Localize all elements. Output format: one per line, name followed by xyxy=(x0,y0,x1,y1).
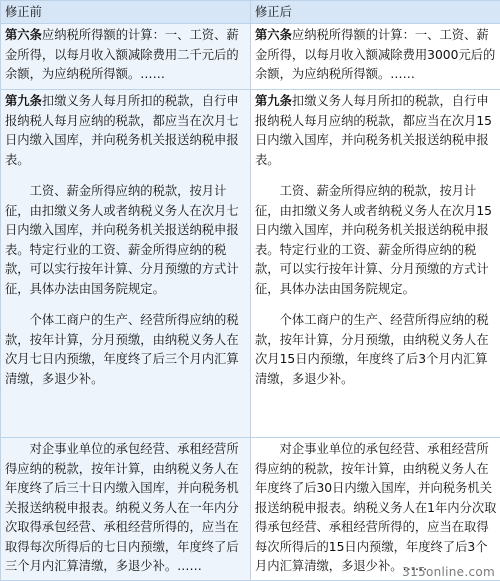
paragraph-text: 应纳税所得额的计算：一、工资、薪金所得，以每月收入额减除费用3000元后的余额，为应纳税所得额。…… xyxy=(255,28,496,81)
paragraph xyxy=(255,311,497,389)
cell-before xyxy=(1,438,251,581)
paragraph-text: 对企事业单位的承包经营、承租经营所得应纳的税款，按年计算，由纳税义务人在年度终了后30日内缴入国库，并向税务机关报送纳税申报表。纳税义务人在1年内分次取得承包经营、承租经营所得的，应当在取得每次所得后的15日内预缴，年度终了后3个月内汇算清缴，多退少补。…… xyxy=(255,442,497,573)
paragraph-text: 工资、薪金所得应纳的税款，按月计征，由扣缴义务人或者纳税义务人在次月15日内缴入国库，并向税务机关报送纳税申报表。特定行业的工资、薪金所得应纳的税款，可以实行按年计算、分月预缴的方式计征，具体办法由国务院规定。 xyxy=(255,184,492,296)
article-label: 第六条 xyxy=(5,28,42,42)
paragraph-text: 个体工商户的生产、经营所得应纳的税款，按年计算，分月预缴，由纳税义务人在次月七日内预缴，年度终了后三个月内汇算清缴，多退少补。 xyxy=(5,313,239,386)
paragraph xyxy=(255,440,497,577)
article-label: 第九条 xyxy=(255,94,292,108)
cell-after xyxy=(251,438,500,581)
cell-after xyxy=(251,24,500,90)
site-watermark: 315online.com xyxy=(402,565,495,579)
paragraph xyxy=(5,311,247,389)
paragraph-text: 扣缴义务人每月所扣的税款，自行申报纳税人每月应纳的税款，都应当在次月15日内缴入国库，并向税务机关报送纳税申报表。 xyxy=(255,94,492,167)
paragraph xyxy=(255,26,497,85)
cell-before xyxy=(1,90,251,438)
article-label: 第九条 xyxy=(5,94,42,108)
article-label: 第六条 xyxy=(255,28,292,42)
table-row xyxy=(1,438,500,581)
paragraph xyxy=(255,92,497,170)
paragraph-text: 工资、薪金所得应纳的税款，按月计征，由扣缴义务人或者纳税义务人在次月七日内缴入国库，并向税务机关报送纳税申报表。特定行业的工资、薪金所得应纳的税款，可以实行按年计算、分月预缴的方式计征，具体办法由国务院规定。 xyxy=(5,184,239,296)
paragraph-text: 应纳税所得额的计算：一、工资、薪金所得，以每月收入额减除费用二千元后的余额，为应纳税所得额。…… xyxy=(5,28,239,81)
paragraph xyxy=(5,92,247,170)
cell-after xyxy=(251,90,500,438)
header-after: 修正后 xyxy=(251,1,500,24)
paragraph xyxy=(5,26,247,85)
paragraph xyxy=(5,440,247,577)
cell-before xyxy=(1,24,251,90)
paragraph xyxy=(5,182,247,299)
paragraph-text: 对企事业单位的承包经营、承租经营所得应纳的税款，按年计算，由纳税义务人在年度终了后三十日内缴入国库，并向税务机关报送纳税申报表。纳税义务人在一年内分次取得承包经营、承租经营所得的，应当在取得每次所得后的七日内预缴，年度终了后三个月内汇算清缴，多退少补。…… xyxy=(5,442,239,573)
paragraph-text: 个体工商户的生产、经营所得应纳的税款，按年计算，分月预缴，由纳税义务人在次月15日内预缴，年度终了后3个月内汇算清缴，多退少补。 xyxy=(255,313,489,386)
header-before: 修正前 xyxy=(1,1,251,24)
paragraph xyxy=(255,182,497,299)
table-row xyxy=(1,24,500,90)
paragraph-text: 扣缴义务人每月所扣的税款，自行申报纳税人每月应纳的税款，都应当在次月七日内缴入国库，并向税务机关报送纳税申报表。 xyxy=(5,94,239,167)
table-row xyxy=(1,90,500,438)
header-row xyxy=(1,1,500,24)
